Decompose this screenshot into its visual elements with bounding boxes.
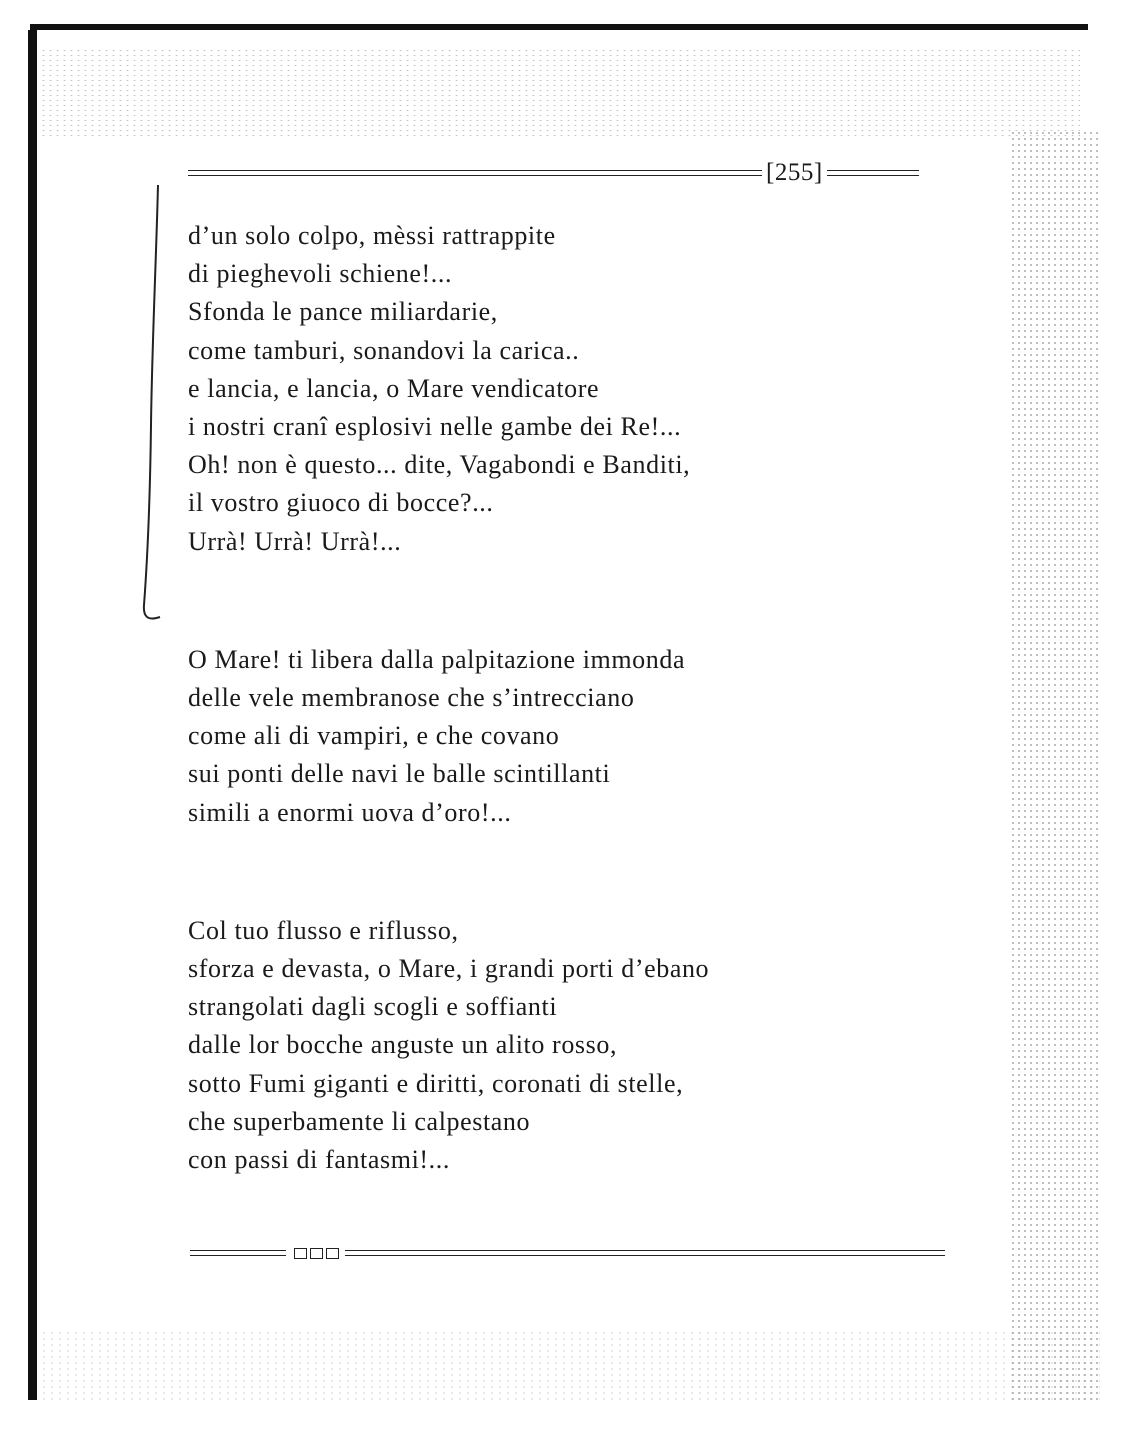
scan-noise-right xyxy=(1010,130,1100,1400)
verse-line: Sfonda le pance miliardarie, xyxy=(188,297,498,327)
verse-line: che superbamente li calpestano xyxy=(188,1106,531,1136)
verse-line: sui ponti delle navi le balle scintillanti xyxy=(188,759,611,789)
ornament-box xyxy=(326,1248,339,1259)
verse-line: delle vele membranose che s’intrecciano xyxy=(188,683,635,713)
verse-line: di pieghevoli schiene!... xyxy=(188,259,453,289)
verse-line: e lancia, e lancia, o Mare vendicatore xyxy=(188,373,600,403)
verse-line: i nostri cranî esplosivi nelle gambe dei Re!... xyxy=(188,412,682,442)
box-ornament xyxy=(294,1248,339,1259)
stanza-1 xyxy=(188,217,908,561)
verse-line: come ali di vampiri, e che covano xyxy=(188,721,560,751)
header-rule-left xyxy=(188,170,762,176)
scan-noise-top xyxy=(40,48,1080,138)
verse-line: Urrà! Urrà! Urrà!... xyxy=(188,526,402,556)
ornament-box xyxy=(294,1248,307,1259)
verse-line: strangolati dagli scogli e soffianti xyxy=(188,992,558,1022)
page-left-edge xyxy=(28,30,37,1400)
footer-rule-right xyxy=(345,1250,945,1256)
verse-line: con passi di fantasmi!... xyxy=(188,1145,450,1175)
verse-line: simili a enormi uova d’oro!... xyxy=(188,797,512,827)
verse-line: dalle lor bocche anguste un alito rosso, xyxy=(188,1030,618,1060)
poem-body xyxy=(188,217,908,1179)
verse-line: Col tuo flusso e riflusso, xyxy=(188,915,459,945)
header-rule-right xyxy=(827,170,919,176)
stanza-2 xyxy=(188,641,908,832)
footer-rule-left xyxy=(190,1250,286,1256)
verse-line: come tamburi, sonandovi la carica.. xyxy=(188,335,580,365)
footer-ornament xyxy=(190,1245,945,1261)
margin-bracket-mark xyxy=(138,185,162,625)
scan-noise-bottom xyxy=(40,1330,1100,1400)
stanza-3 xyxy=(188,912,908,1179)
verse-line: sotto Fumi giganti e diritti, coronati di stelle, xyxy=(188,1068,684,1098)
page-top-edge xyxy=(30,24,1088,30)
page-number: [255] xyxy=(766,159,823,186)
verse-line: il vostro giuoco di bocce?... xyxy=(188,488,494,518)
verse-line: d’un solo colpo, mèssi rattrappite xyxy=(188,221,556,250)
verse-line: sforza e devasta, o Mare, i grandi porti d’ebano xyxy=(188,954,710,984)
page-header xyxy=(188,159,940,186)
verse-line: O Mare! ti libera dalla palpitazione immonda xyxy=(188,644,686,674)
ornament-box xyxy=(310,1248,323,1259)
verse-line: Oh! non è questo... dite, Vagabondi e Banditi, xyxy=(188,450,691,480)
